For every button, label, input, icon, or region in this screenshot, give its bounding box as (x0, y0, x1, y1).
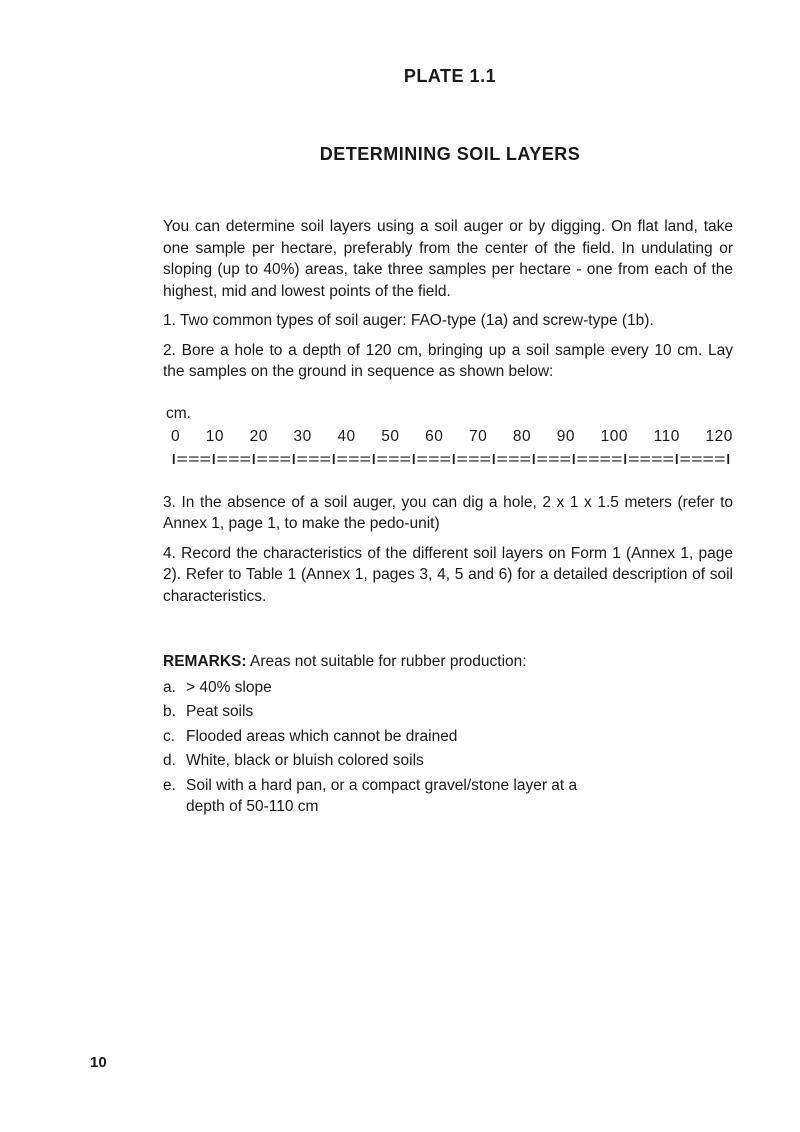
scale-tick-label: 80 (512, 428, 532, 445)
remark-text: Peat soils (186, 703, 254, 720)
scale-ticks (171, 426, 733, 448)
remark-letter: b. (163, 703, 176, 720)
remark-text: Soil with a hard pan, or a compact gravel/stone layer at a depth of 50-110 cm (186, 776, 578, 815)
scale-ruler-text: I===I===I===I===I===I===I===I===I===I===I====I====I====I (171, 450, 731, 466)
remarks-text: Areas not suitable for rubber production: (246, 653, 527, 670)
scale-tick-label: 110 (653, 428, 680, 445)
remark-text: Flooded areas which cannot be drained (186, 727, 458, 745)
scale-tick-label: 60 (425, 428, 444, 445)
remark-item (163, 701, 733, 723)
remark-letter: a. (163, 678, 176, 696)
remark-item (163, 726, 733, 748)
remarks-heading (163, 651, 733, 673)
scale-tick-label: 50 (381, 428, 400, 445)
remark-item (163, 677, 733, 699)
scale-tick-label: 30 (293, 428, 312, 445)
page-title: DETERMINING SOIL LAYERS (319, 144, 581, 164)
scale-tick-label: 100 (600, 428, 628, 445)
scale-unit-label: cm. (166, 404, 191, 422)
remark-item (163, 775, 733, 818)
step-4: 4. Record the characteristics of the different soil layers on Form 1 (Annex 1, page 2). Refer to Table 1 (Annex 1, pages 3, 4, 5 and 6) for a detailed description of soil characteristics. (163, 544, 733, 605)
soil-sample-scale (163, 403, 733, 466)
step-1: 1. Two common types of soil auger: FAO-type (1a) and screw-type (1b). (163, 312, 654, 329)
document-body (163, 216, 733, 821)
remark-item (163, 750, 733, 772)
scale-tick-label: 10 (205, 428, 224, 445)
page-number: 10 (90, 1054, 107, 1071)
remark-text: White, black or bluish colored soils (186, 752, 424, 769)
remark-letter: e. (163, 776, 176, 794)
step-2: 2. Bore a hole to a depth of 120 cm, bringing up a soil sample every 10 cm. Lay the samples on the ground in sequence as shown below: (163, 341, 733, 380)
scale-ruler-graphic (171, 451, 733, 466)
scale-tick-label: 90 (556, 428, 575, 445)
scale-ruler (171, 451, 733, 466)
remark-text: > 40% slope (186, 678, 272, 696)
step-3: 3. In the absence of a soil auger, you can dig a hole, 2 x 1 x 1.5 meters (refer to Annex 1, page 1, to make the pedo-unit) (163, 493, 733, 532)
intro-paragraph: You can determine soil layers using a soil auger or by digging. On flat land, take one sample per hectare, preferably from the center of the field. In undulating or sloping (up to 40%) areas, take three samples per hectare - one from each of the highest, mid and lowest points of the field. (163, 218, 733, 300)
scale-tick-label: 40 (337, 428, 356, 445)
scale-tick-label: 20 (249, 428, 268, 445)
scale-tick-label: 0 (171, 428, 181, 445)
remarks-section (163, 651, 733, 818)
remark-letter: d. (163, 752, 176, 769)
scale-tick-label: 120 (705, 428, 733, 445)
scale-tick-label: 70 (469, 428, 488, 445)
remarks-label: REMARKS: (163, 653, 247, 670)
remark-letter: c. (163, 727, 176, 745)
plate-title: PLATE 1.1 (403, 66, 497, 86)
